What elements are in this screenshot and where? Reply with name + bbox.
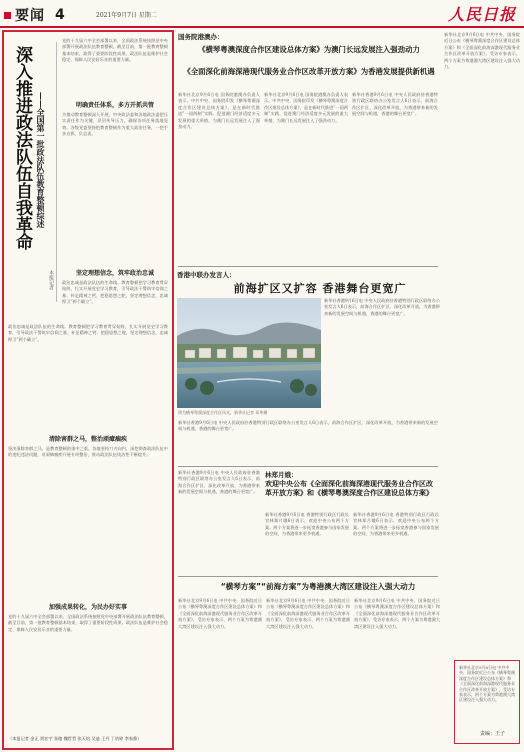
article-text: 政治忠诚是政法队伍的生命线。教育整顿把学习教育贯穿始终，扎实开展党史学习教育，引导政法干警筑牢信仰之基、补足精神之钙、把稳思想之舵，坚定理想信念，忠诚捍卫“两个确立”。 xyxy=(8,324,168,342)
article-text: 坚决清除害群之马，是教育整顿的重中之重。各地坚持刀刃向内，深挖彻查政法队伍中的违纪违法问题，对顽瘴痼疾开展专项整治，推动政法队伍纯洁性不断提升。 xyxy=(8,446,168,458)
bottom-headline: “横琴方案”“前海方案”为粤港澳大湾区建设注入强大动力 xyxy=(220,582,416,591)
news-text: 新华社北京9月6日电 中共中央、国务院近日公布《横琴粤澳深度合作区建设总体方案》和《全面深化前海深港现代服务业合作区改革开放方案》，受访专家表示，两个方案为粤港澳大湾区建设注入强大动力。 xyxy=(178,598,262,629)
divider xyxy=(178,466,438,467)
lead-headline: 《横琴粤澳深度合作区建设总体方案》为澳门长远发展注入强劲动力 xyxy=(198,45,420,54)
section-tag: 林郑月娥： xyxy=(265,471,298,479)
side-column-text: 新华社北京9月6日电 中共中央、国务院近日公布《横琴粤澳深度合作区建设总体方案》和《全面深化前海深港现代服务业合作区改革开放方案》，受访专家表示，两个方案为粤港澳大湾区建设注入强大动力。 xyxy=(444,32,520,70)
section-heading: 清除害群之马，整治顽瘴痼疾 xyxy=(48,436,127,443)
news-text: 新华社北京9月6日电 中共中央、国务院近日公布《横琴粤澳深度合作区建设总体方案》和《全面深化前海深港现代服务业合作区改革开放方案》，受访专家表示，两个方案为粤港澳大湾区建设注入强大动力。 xyxy=(266,598,350,629)
section-tag: 国务院港澳办： xyxy=(178,33,224,41)
editor-credit: 责编：王子 xyxy=(480,731,506,737)
article-text: 党的十九届六中全会部署以来，全国政法系统按照党中央部署开展政法队伍教育整顿，截至目前，第一批教育整顿基本结束，取得了重要阶段性成果。政法队伍是维护社会稳定、保障人民安居乐业的重要力量。 xyxy=(62,38,168,63)
news-text: 新华社香港9月6日电 中央人民政府驻香港特别行政区联络办公室发言人6日表示，前海合作区扩区、深化改革开放，为香港带来新的发展空间与机遇，香港的舞台更宽广。 xyxy=(178,420,438,432)
section-heading: 坚定理想信念，筑牢政治忠诚 xyxy=(75,270,154,277)
article-byline: 本报记者 xyxy=(48,270,54,290)
divider xyxy=(178,576,438,577)
section-marker xyxy=(4,12,11,19)
title-divider xyxy=(56,42,57,302)
news-text: 新华社香港9月6日电 中央人民政府驻香港特别行政区联络办公室发言人6日表示，前海合作区扩区、深化改革开放，为香港带来新的发展空间与机遇，香港的舞台更宽广。 xyxy=(324,298,440,316)
article-subtitle: ——全国第一批政法队伍教育整顿综述 xyxy=(36,92,46,228)
news-text: 新华社香港9月6日电 香港特别行政区行政长官林郑月娥6日表示，欢迎中央公布两个方案。两个方案将进一步拓宽香港参与国家发展的空间，为香港带来更多机遇。 xyxy=(265,512,349,537)
news-photo xyxy=(177,298,321,408)
photo-caption: 图为横琴粤澳深度合作区风光。新华社记者 邓华摄 xyxy=(178,410,268,415)
featured-article xyxy=(2,30,174,750)
hk-headline: 前海扩区又扩容 香港舞台更宽广 xyxy=(233,282,407,295)
article-title: 深入推进政法队伍自我革命 xyxy=(12,46,32,250)
lin-headline: 欢迎中央公布《全面深化前海深港现代服务业合作区改革开放方案》和《横琴粤澳深度合作区建设总体方案》 xyxy=(265,480,433,497)
news-text: 新华社香港9月6日电 中央人民政府驻香港特别行政区联络办公室发言人6日表示，前海合作区扩区、深化改革开放，为香港带来新的发展空间与机遇，香港的舞台更宽广。 xyxy=(178,470,260,495)
section-heading: 明确责任体系，多方开抓共管 xyxy=(75,102,154,109)
newspaper-logo: 人民日报 xyxy=(447,5,516,24)
article-text: 党的十九届六中全会部署以来，全国政法系统按照党中央部署开展政法队伍教育整顿，截至目前，第一批教育整顿基本结束，取得了重要阶段性成果。政法队伍是维护社会稳定、保障人民安居乐业的重要力量。 xyxy=(8,614,168,632)
lead-headline-secondary: 《全面深化前海深港现代服务业合作区改革开放方案》为香港发展提供新机遇 xyxy=(183,67,435,76)
section-heading: 加强成果转化，为民办好实事 xyxy=(48,604,127,611)
page-number: 4 xyxy=(55,7,65,23)
article-text: 政治忠诚是政法队伍的生命线。教育整顿把学习教育贯穿始终，扎实开展党史学习教育，引导政法干警筑牢信仰之基、补足精神之钙、把稳思想之舵，坚定理想信念，忠诚捍卫“两个确立”。 xyxy=(62,280,168,305)
news-text: 新华社北京9月6日电 国务院港澳办负责人表示，中共中央、国务院印发《横琴粤澳深度合作区建设总体方案》，是在新时代推进“一国两制”实践、促进澳门经济适度多元发展的重大举措，为澳门长远发展注入了强劲动力。 xyxy=(178,92,260,130)
news-text: 新华社香港9月6日电 中央人民政府驻香港特别行政区联络办公室发言人6日表示，前海合作区扩区、深化改革开放，为香港带来新的发展空间与机遇，香港的舞台更宽广。 xyxy=(352,92,438,117)
section-tag: 香港中联办发言人： xyxy=(177,271,236,279)
news-text: 新华社北京9月6日电 国务院港澳办负责人表示，中共中央、国务院印发《横琴粤澳深度合作区建设总体方案》，是在新时代推进“一国两制”实践、促进澳门经济适度多元发展的重大举措，为澳门长远发展注入了强劲动力。 xyxy=(264,92,348,123)
header-rule xyxy=(0,26,524,28)
news-text: 新华社香港9月6日电 香港特别行政区行政长官林郑月娥6日表示，欢迎中央公布两个方案。两个方案将进一步拓宽香港参与国家发展的空间，为香港带来更多机遇。 xyxy=(353,512,439,537)
section-name: 要闻 xyxy=(15,8,45,24)
news-text: 新华社北京9月6日电 中共中央、国务院近日公布《横琴粤澳深度合作区建设总体方案》和《全面深化前海深港现代服务业合作区改革开放方案》，受访专家表示，两个方案为粤港澳大湾区建设注入强大动力。 xyxy=(354,598,440,629)
article-text: 为推动教育整顿深入开展，中央政法委和各地政法委把压实责任作为关键，层层传导压力，确保各项任务落地见效。各级党委坚持把教育整顿作为重大政治任务，一把手亲自抓、负总责。 xyxy=(62,112,168,137)
landscape-image xyxy=(177,298,321,408)
page-header xyxy=(0,0,524,26)
divider xyxy=(178,266,438,267)
article-credits: （本报记者 金正 贾宏宇 张璁 魏哲哲 张天培 吴迪 王丹 丁怡婷 李家鼎） xyxy=(8,736,142,741)
editor-box-text: 新华社北京9月6日电 中共中央、国务院近日公布《横琴粤澳深度合作区建设总体方案》和《全面深化前海深港现代服务业合作区改革开放方案》，受访专家表示，两个方案为粤港澳大湾区建设注入强大动力。 xyxy=(459,665,515,703)
publish-date: 2021年9月7日 星期二 xyxy=(96,12,157,19)
section-label xyxy=(4,5,65,25)
